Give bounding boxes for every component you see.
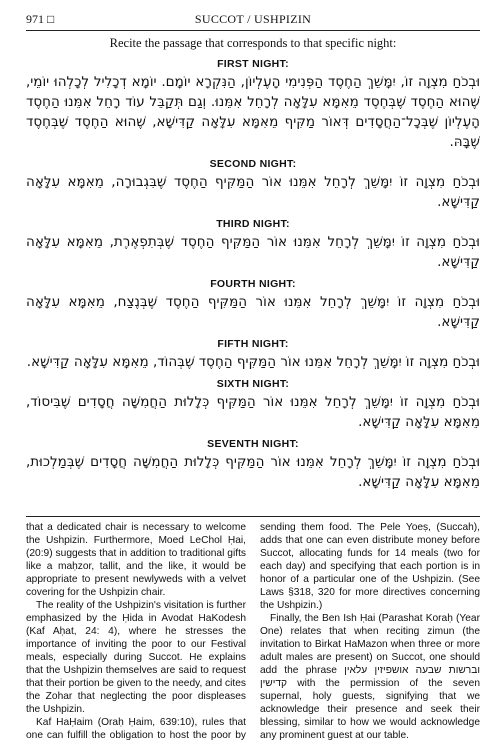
night-heading: FIRST NIGHT: <box>217 58 289 70</box>
commentary-paragraph: that a dedicated chair is necessary to welcome the Ushpizin. Furthermore, Moed LeChol Ḥai, (20:9) suggests that in addition to traditional gifts like a maḥzor, tallit, and the like, it would be appropriate to present newlyweds with a velvet covering for the Ushpizin chair. <box>26 522 246 598</box>
commentary-paragraph: Kaf HaḤaim (Oraḥ Ḥaim, 639:10), rules that one can fulfill the obligation to host the poor by sending them food. The Pele Yoeṣ, (Succah), adds that one can even distribute money before Succot, allocating funds for 14 meals (two for each day) and specifying that each portion is in honor of a particular one of the Ushpizin. (See Laws §318, 320 for more directives concerning the Ushpizin.) <box>26 522 480 741</box>
night-4 <box>26 276 480 332</box>
commentary-section <box>26 521 480 751</box>
hebrew-passage: וּבְכֹחַ מִצְוָה זוֹ יִמָּשֵׁךְ לְרָחֵל אִמֵּנוּ אוֹר הַמַּקִּיף הַחֶסֶד שֶׁבְּתִפְאֶרֶת, מֵאִמָּא עִלָּאָה קַדִּישָׁא. <box>26 234 480 270</box>
night-heading: SEVENTH NIGHT: <box>207 438 299 450</box>
night-heading: SIXTH NIGHT: <box>216 378 290 390</box>
prayer-section <box>26 56 480 510</box>
page-number: 971 □ <box>26 12 55 26</box>
night-heading: FIFTH NIGHT: <box>217 338 289 350</box>
hebrew-passage: וּבְכֹחַ מִצְוָה זוֹ יִמָּשֵׁךְ לְרָחֵל אִמֵּנוּ אוֹר הַמַּקִּיף הַחֶסֶד שֶׁבְּהוֹד, מֵאִמָּא עִלָּאָה קַדִּישָׁא. <box>26 354 480 370</box>
night-6 <box>26 376 480 432</box>
hebrew-passage: וּבְכֹחַ מִצְוָה זוֹ יִמָּשֵׁךְ לְרָחֵל אִמֵּנוּ אוֹר הַמַּקִּיף כְּלָלוּת הַחֲמִשָּׁה חֲסָדִים שֶׁבְּמַלְכוּת, מֵאִמָּא עִלָּאָה קַדִּישָׁא. <box>26 454 480 490</box>
night-heading: THIRD NIGHT: <box>216 218 290 230</box>
night-heading: SECOND NIGHT: <box>209 158 297 170</box>
night-2 <box>26 156 480 212</box>
hebrew-passage: וּבְכֹחַ מִצְוָה זוֹ יִמָּשֵׁךְ לְרָחֵל אִמֵּנוּ אוֹר הַמַּקִּיף הַחֶסֶד שֶׁבִּגְבוּרָה, מֵאִמָּא עִלָּאָה קַדִּישָׁא. <box>26 174 480 210</box>
night-heading: FOURTH NIGHT: <box>210 278 296 290</box>
section-divider <box>26 516 480 517</box>
hebrew-passage: וּבְכֹחַ מִצְוָה זוֹ יִמָּשֵׁךְ לְרָחֵל אִמֵּנוּ אוֹר הַמַּקִּיף כְּלָלוּת הַחֲמִשָּׁה חֲסָדִים שֶׁבִּיסוֹד, מֵאִמָּא עִלָּאָה קַדִּישָׁא. <box>26 394 480 430</box>
commentary-paragraph: The reality of the Ushpizin's visitation is further emphasized by the Ḥida in Avodat HaKodesh (Kaf Aḥat, 24: 4), where he stresses the importance of inviting the poor to our Festival meals, especially during Succot. He explains that the Ushpizin themselves are said to request that their portion be given to the needy, and cites the Zohar that neglecting the poor displeases the Ushpizin. <box>26 600 246 715</box>
running-title: SUCCOT / USHPIZIN <box>194 12 312 26</box>
night-5 <box>26 336 480 372</box>
commentary-paragraph: Finally, the Ben Ish Ḥai (Parashat Koraḥ (Year One) relates that when reciting zimun (the invitation to Birkat HaMazon when three or more adult males are present) on Succot, one should add the phrase וברשות שבעה אושפיזין עלאין קדישין with the permission of the seven supernal, holy guests, signifying that we acknowledge their presence and seek their blessing, similar to how we would acknowledge any prominent guest at our table. <box>260 613 480 741</box>
night-3 <box>26 216 480 272</box>
hebrew-passage: וּבְכֹחַ מִצְוָה זוֹ, יִמָּשֵׁךְ הַחֶסֶד הַפְּנִימִי הָעֶלְיוֹן, הַנִּקְרָא יוֹמָם. יוֹמָא דְכָלִיל לְכָלְהוּ יוֹמֵי, שֶׁהוּא הַחֶסֶד שֶׁבְּחֶסֶד מֵאִמָּא עִלָּאָה לְרָחֵל אִמֵּנוּ. וְגַם תְּקַבֵּל עוֹד רָחֵל אִמֵּנוּ הַחֶסֶד הָעֶלְיוֹן שֶׁבְּכָל־הַחֲסָדִים דְּאוֹר מַקִּיף מֵאִמָּא עִלָּאָה קַדִּישָׁא, שֶׁהוּא הַחֶסֶד שֶׁבְּחֶסֶד שֶׁבָּהּ. <box>26 74 480 150</box>
hebrew-passage: וּבְכֹחַ מִצְוָה זוֹ יִמָּשֵׁךְ לְרָחֵל אִמֵּנוּ אוֹר הַמַּקִּיף הַחֶסֶד שֶׁבְּנֶצַח, מֵאִמָּא עִלָּאָה קַדִּישָׁא. <box>26 294 480 330</box>
night-7 <box>26 436 480 492</box>
header-rule <box>26 30 480 31</box>
page-header <box>26 6 480 32</box>
instruction-text: Recite the passage that corresponds to that specific night: <box>109 36 397 50</box>
night-1 <box>26 56 480 152</box>
